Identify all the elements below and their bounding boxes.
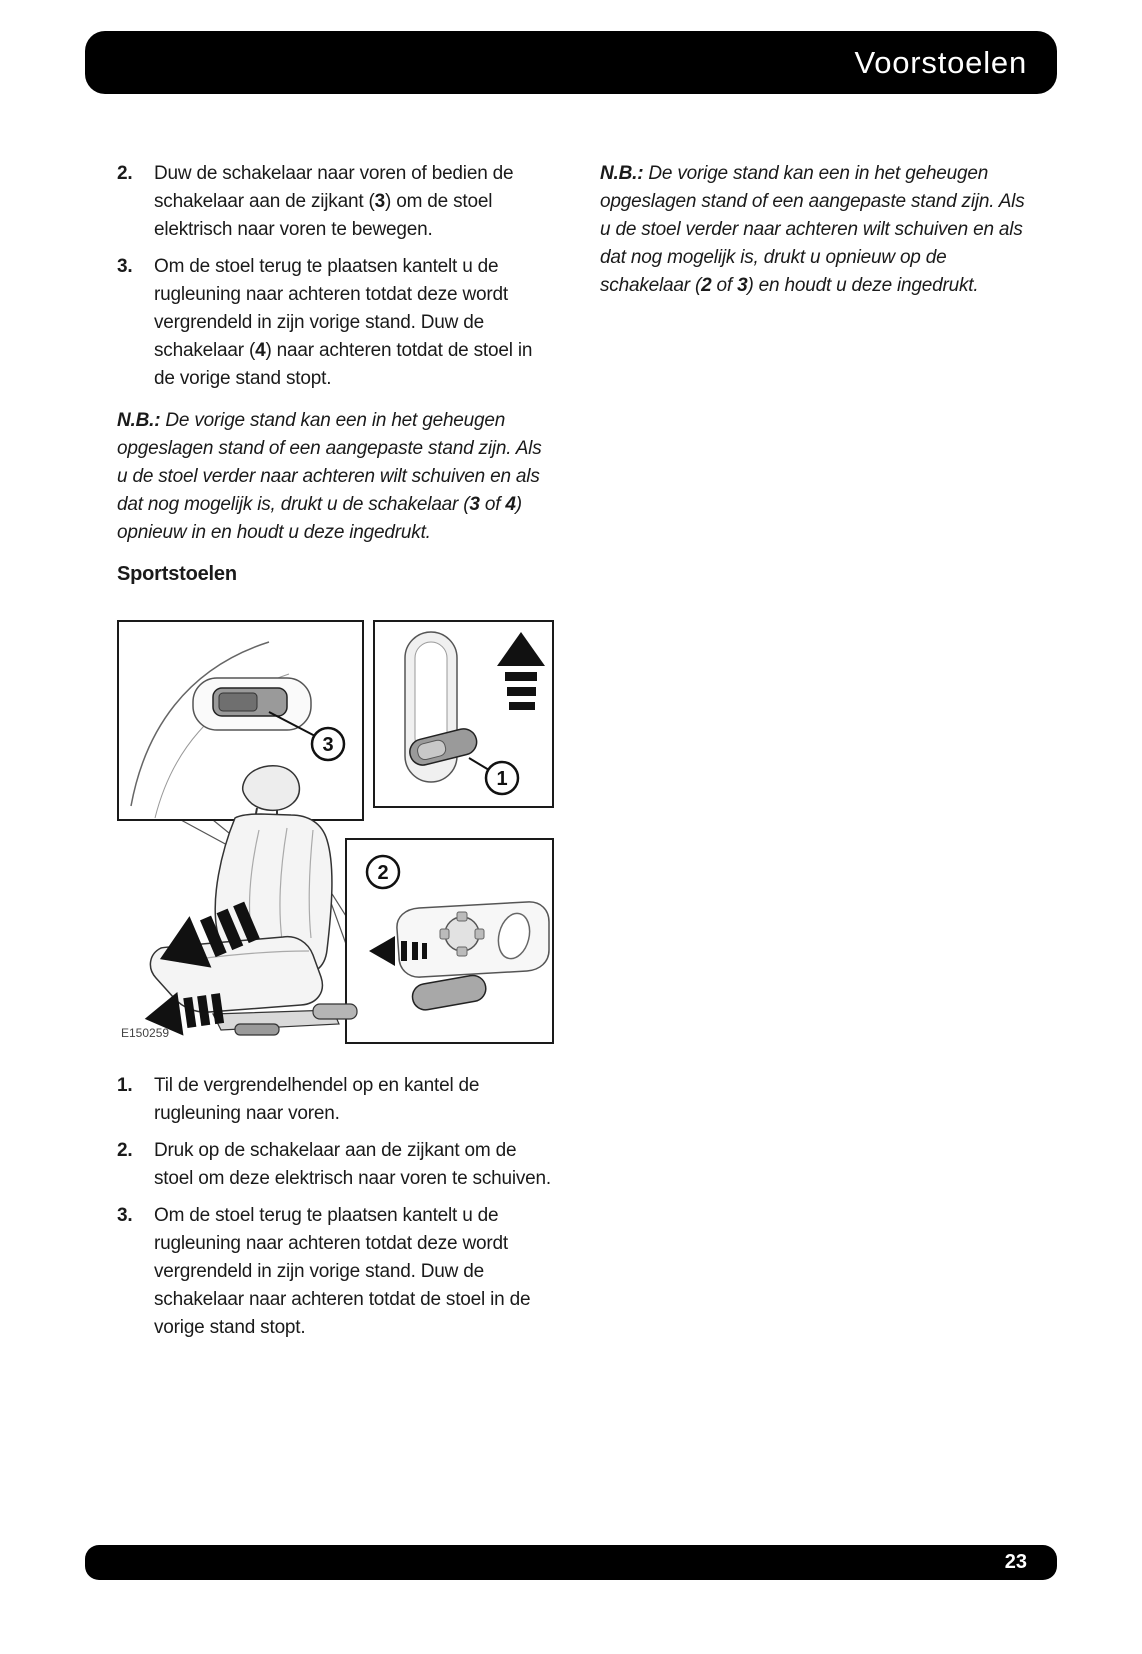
step-number: 2. — [117, 163, 133, 184]
step-number: 1. — [117, 1075, 133, 1096]
footer-bar — [85, 1545, 1057, 1580]
seat-illustration-svg — [117, 620, 554, 1044]
left-column — [117, 160, 554, 1351]
steps-bottom — [117, 1072, 554, 1342]
note-label: N.B.: — [600, 163, 644, 184]
step-text: Om de stoel terug te plaatsen kantelt u de rugleuning naar achteren totdat deze wordt vergrendeld in zijn vorige stand. Duw de schakelaar naar achteren totdat de stoel in de vorige stand stopt. — [154, 1205, 531, 1338]
callout-label-3: 3 — [322, 734, 334, 756]
four-way-pad — [445, 917, 479, 951]
page-number: 23 — [1004, 1551, 1027, 1573]
list-item — [117, 1202, 554, 1342]
list-item — [117, 253, 554, 393]
section-heading: Sportstoelen — [117, 563, 237, 585]
note-paragraph — [600, 160, 1033, 300]
step-text: Druk op de schakelaar aan de zijkant om de stoel om deze elektrisch naar voren te schuiven. — [154, 1140, 551, 1189]
note-text: De vorige stand kan een in het geheugen opgeslagen stand of een aangepaste stand zijn. Als u de stoel verder naar achteren wilt schuiven en als dat nog mogelijk is, drukt u opnieuw op de schakelaar (2 of 3) en houdt u deze ingedrukt. — [600, 163, 1025, 296]
figure-panel-console-switch — [346, 839, 553, 1043]
list-item — [117, 160, 554, 244]
step-text: Til de vergrendelhendel op en kantel de rugleuning naar voren. — [154, 1075, 480, 1124]
list-item — [117, 1137, 554, 1193]
step-text: Duw de schakelaar naar voren of bedien de schakelaar aan de zijkant (3) om de stoel elektrisch naar voren te bewegen. — [154, 163, 514, 240]
seat-headrest — [243, 766, 300, 811]
list-item — [117, 1072, 554, 1128]
seat-base-switch — [313, 1004, 357, 1019]
figure-code: E150259 — [121, 1026, 170, 1040]
seat-rail-handle — [235, 1024, 279, 1035]
page-title: Voorstoelen — [854, 44, 1027, 80]
callout-label-1: 1 — [496, 768, 508, 790]
seat-illustration — [117, 620, 554, 1044]
header-bar — [85, 31, 1057, 94]
note-paragraph — [117, 407, 554, 547]
step-number: 3. — [117, 256, 133, 277]
note-label: N.B.: — [117, 410, 161, 431]
step-text: Om de stoel terug te plaatsen kantelt u de rugleuning naar achteren totdat deze wordt vergrendeld in zijn vorige stand. Duw de schakelaar (4) naar achteren totdat de stoel in de vorige stand stopt. — [154, 256, 533, 389]
callout-label-2: 2 — [377, 862, 389, 884]
step-number: 3. — [117, 1205, 133, 1226]
figure-panel-backrest-lever — [374, 621, 553, 807]
step-number: 2. — [117, 1140, 133, 1161]
steps-top — [117, 160, 554, 393]
right-column — [600, 160, 1033, 1351]
page-content — [117, 160, 1033, 1351]
note-text: De vorige stand kan een in het geheugen opgeslagen stand of een aangepaste stand zijn. Als u de stoel verder naar achteren wilt schuiven en als dat nog mogelijk is, drukt u de schakelaar (3 of 4) opnieuw in en houdt u deze ingedrukt. — [117, 410, 542, 543]
figure-panel-door-switch — [118, 621, 363, 820]
